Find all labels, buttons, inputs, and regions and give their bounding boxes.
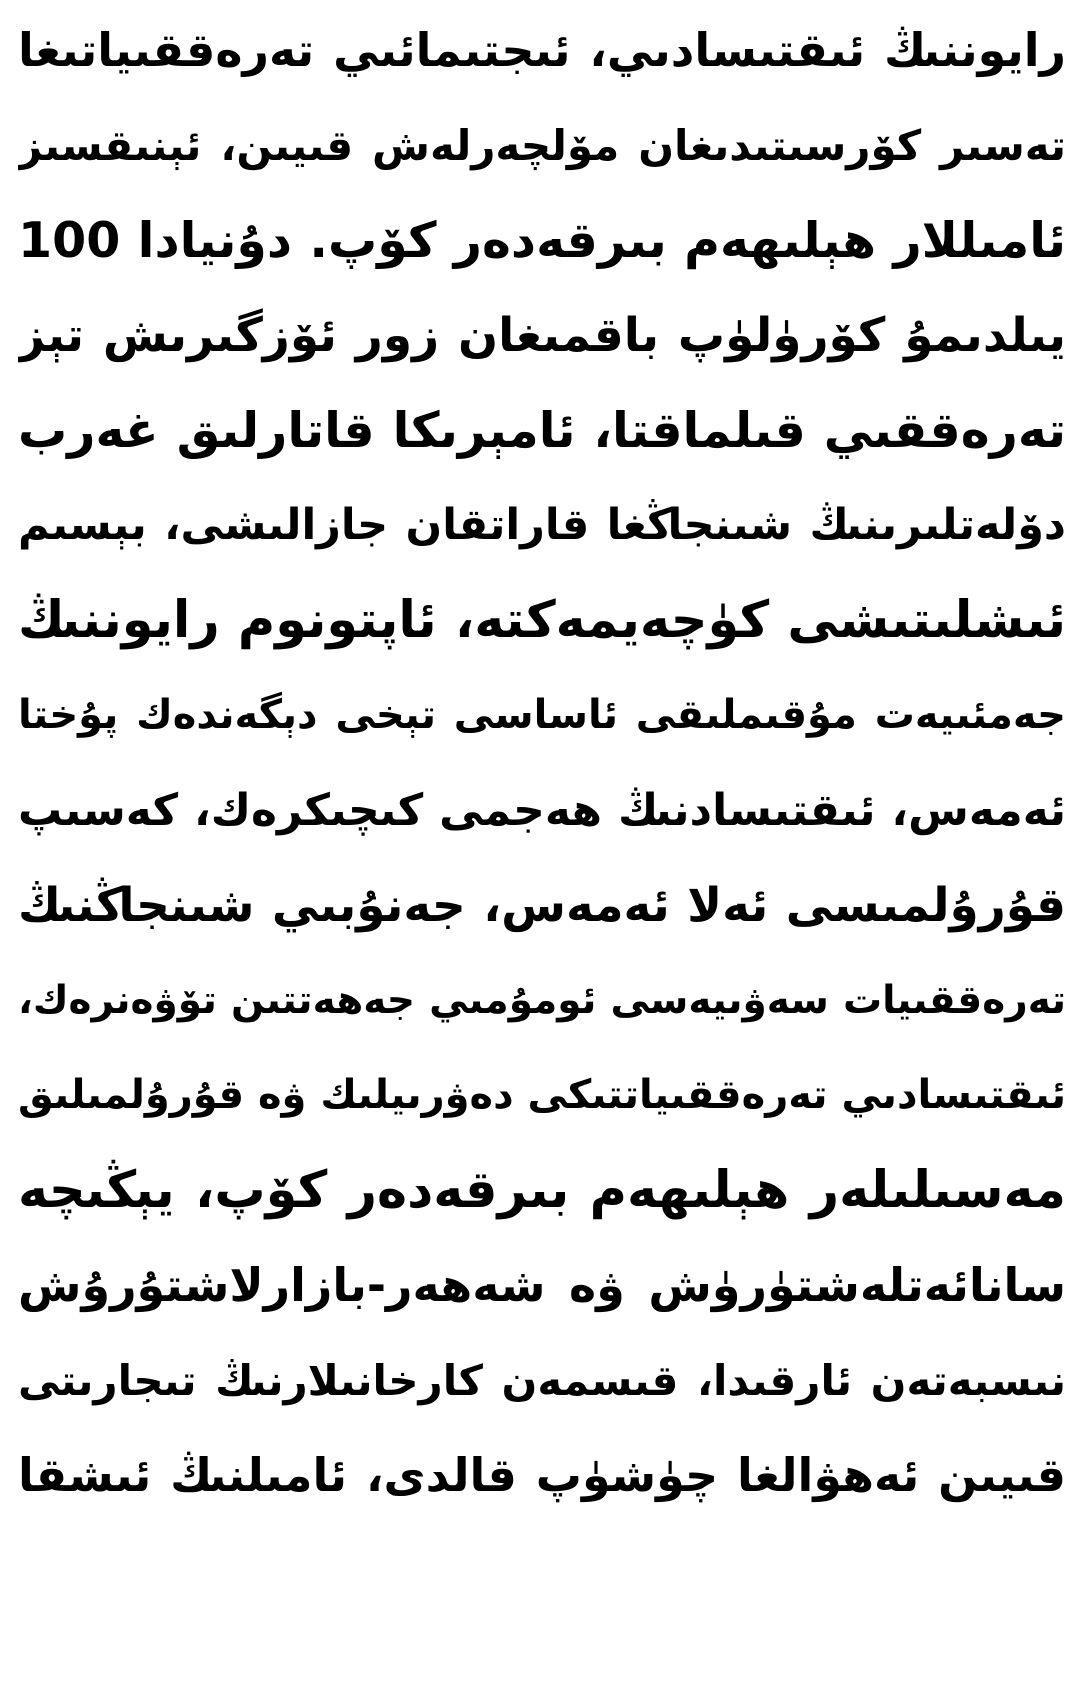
text-line: يىلدىمۇ كۆرۈلۈپ باقمىغان زور ئۆزگىرىش تېز [18, 308, 1066, 363]
text-line: رايوننىڭ ئىقتىسادىي، ئىجتىمائىي تەرەققىياتىغا [18, 23, 1066, 77]
text-line: مەسىلىلەر ھېلىھەم بىرقەدەر كۆپ، يېڭىچە [18, 1161, 1066, 1220]
text-line: قىيىن ئەھۋالغا چۈشۈپ قالدى، ئامىلنىڭ ئىشقا [18, 1448, 1066, 1502]
text-line: تەرەققىيات سەۋىيەسى ئومۇمىي جەھەتتىن تۆۋەنرەك، [18, 978, 1066, 1023]
text-line: ئىقتىسادىي تەرەققىياتتىكى دەۋرىيلىك ۋە قۇرۇلمىلىق [18, 1072, 1066, 1118]
text-line: جەمئىيەت مۇقىملىقى ئاساسى تېخى دېگەندەك پۇختا [18, 692, 1066, 738]
text-line: ئەمەس، ئىقتىسادنىڭ ھەجمى كىچىكرەك، كەسىپ [18, 785, 1066, 836]
text-line: قۇرۇلمىسى ئەلا ئەمەس، جەنۇبىي شىنجاڭنىڭ [18, 878, 1066, 933]
text-line: ئامىللار ھېلىھەم بىرقەدەر كۆپ. دۇنيادا 100 [18, 212, 1066, 269]
text-line: تەسىر كۆرسىتىدىغان مۆلچەرلەش قىيىن، ئېنىقسىز [18, 121, 1066, 170]
text-line: ئىشلىتىشى كۈچەيمەكتە، ئاپتونوم رايوننىڭ [18, 591, 1066, 650]
text-line: سانائەتلەشتۈرۈش ۋە شەھەر-بازارلاشتۇرۇش [18, 1258, 1066, 1312]
text-line: دۆلەتلىرىنىڭ شىنجاڭغا قاراتقان جازالىشى، بېسىم [18, 500, 1066, 550]
text-line: تەرەققىي قىلماقتا، ئامېرىكا قاتارلىق غەرب [18, 402, 1066, 459]
text-line: نىسبەتەن ئارقىدا، قىسمەن كارخانىلارنىڭ تىجارىتى [18, 1356, 1066, 1405]
